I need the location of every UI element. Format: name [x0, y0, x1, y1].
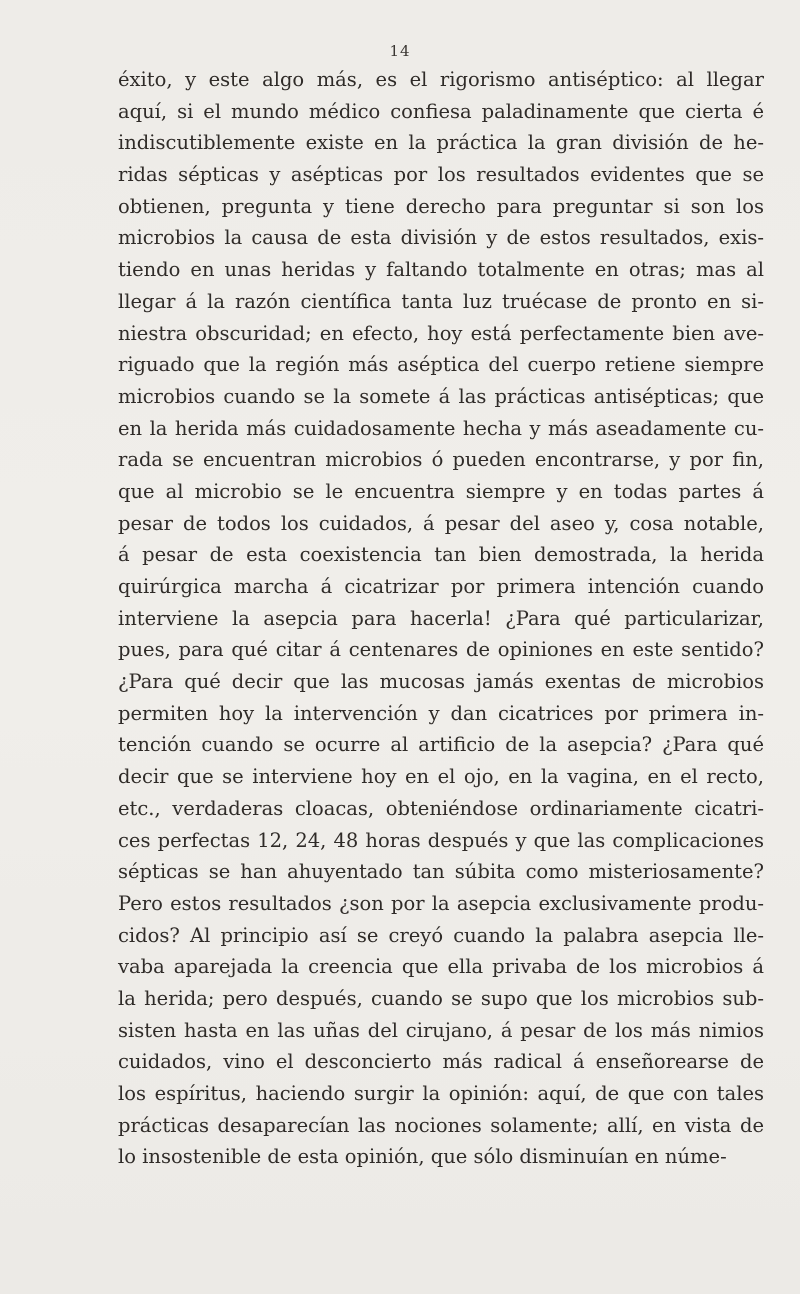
text-line: ¿Para qué decir que las mucosas jamás exentas de microbios [118, 670, 764, 694]
text-line: rada se encuentran microbios ó pueden encontrarse, y por fin, [118, 448, 764, 472]
text-line: indiscutiblemente existe en la práctica la gran división de he- [118, 131, 764, 155]
text-line: en la herida más cuidadosamente hecha y más aseadamente cu- [118, 416, 764, 440]
text-line: vaba aparejada la creencia que ella privaba de los microbios á [118, 955, 764, 979]
text-line: sisten hasta en las uñas del cirujano, á pesar de los más nimios [118, 1018, 764, 1042]
text-line: quirúrgica marcha á cicatrizar por primera intención cuando [118, 575, 764, 598]
text-line: riguado que la región más aséptica del cuerpo retiene siempre [118, 353, 764, 377]
text-line: la herida; pero después, cuando se supo que los microbios sub- [118, 986, 764, 1010]
text-line: los espíritus, haciendo surgir la opinión: aquí, de que con tales [118, 1082, 764, 1105]
text-line: sépticas se han ahuyentado tan súbita como misteriosamente? [118, 860, 764, 884]
text-line: etc., verdaderas cloacas, obteniéndose ordinariamente cicatri- [118, 796, 764, 820]
text-line: tiendo en unas heridas y faltando totalmente en otras; mas al [118, 258, 764, 282]
text-line: aquí, si el mundo médico confiesa paladinamente que cierta é [118, 99, 764, 123]
text-line: tención cuando se ocurre al artificio de la asepcia? ¿Para qué [118, 733, 764, 757]
text-line: llegar á la razón científica tanta luz truécase de pronto en si- [118, 289, 764, 313]
text-line: permiten hoy la intervención y dan cicatrices por primera in- [118, 701, 764, 725]
text-line: cidos? Al principio así se creyó cuando la palabra asepcia lle- [118, 923, 764, 947]
page-number: 14 [389, 42, 411, 60]
text-line: microbios cuando se la somete á las prácticas antisépticas; que [118, 384, 764, 408]
text-line: pues, para qué citar á centenares de opiniones en este sentido? [118, 638, 764, 662]
body-text [118, 64, 764, 1173]
text-line: que al microbio se le encuentra siempre y en todas partes á [118, 479, 764, 503]
text-line: microbios la causa de esta división y de estos resultados, exis- [118, 226, 764, 250]
text-line: interviene la asepcia para hacerla! ¿Para qué particularizar, [118, 606, 764, 630]
text-line: decir que se interviene hoy en el ojo, en la vagina, en el recto, [118, 765, 764, 789]
text-line: éxito, y este algo más, es el rigorismo antiséptico: al llegar [118, 68, 764, 91]
text-line: Pero estos resultados ¿son por la asepcia exclusivamente produ- [118, 891, 764, 915]
text-line: cuidados, vino el desconcierto más radical á enseñorearse de [118, 1050, 764, 1074]
text-line: á pesar de esta coexistencia tan bien demostrada, la herida [118, 543, 764, 567]
text-line: niestra obscuridad; en efecto, hoy está perfectamente bien ave- [118, 321, 764, 345]
text-line: obtienen, pregunta y tiene derecho para preguntar si son los [118, 194, 764, 218]
text-line: prácticas desaparecían las nociones solamente; allí, en vista de [118, 1113, 764, 1137]
text-line: lo insostenible de esta opinión, que sólo disminuían en núme- [118, 1145, 727, 1169]
text-line: pesar de todos los cuidados, á pesar del aseo y, cosa notable, [118, 511, 764, 535]
text-line: ridas sépticas y asépticas por los resultados evidentes que se [118, 163, 764, 187]
text-line: ces perfectas 12, 24, 48 horas después y que las complicaciones [118, 828, 764, 852]
